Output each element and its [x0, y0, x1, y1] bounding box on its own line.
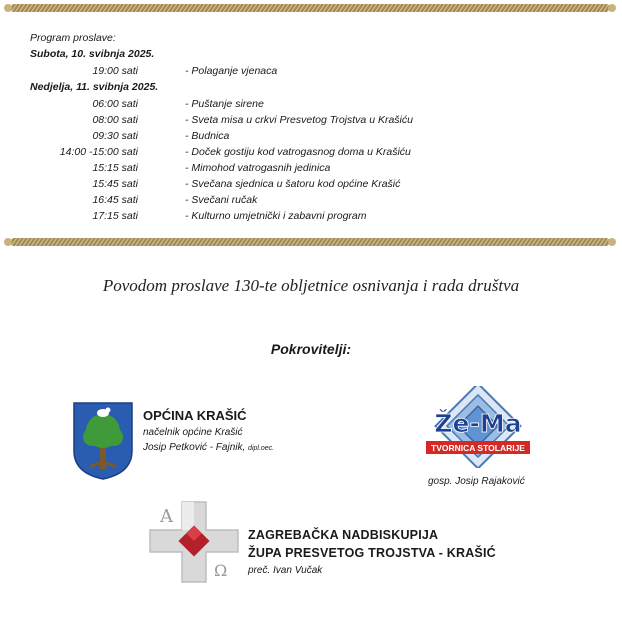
alpha-glyph: A	[160, 506, 173, 527]
schedule-time: 09:30 sati	[92, 130, 138, 142]
archdiocese-name: ZAGREBAČKA NADBISKUPIJA	[248, 528, 439, 542]
person-name: Josip Petković - Fajnik,	[143, 442, 246, 453]
schedule-event: - Doček gostiju kod vatrogasnog doma u Krašiću	[185, 146, 411, 158]
rope-border-middle	[4, 236, 616, 248]
schedule-time: 16:45 sati	[92, 194, 138, 206]
program-label: Program proslave:	[30, 32, 116, 44]
alpha-omega-cross-icon	[146, 500, 244, 584]
municipality-person	[143, 442, 274, 453]
person-title: dipl.oec.	[248, 445, 275, 452]
schedule-time: 14:00 -15:00 sati	[59, 146, 138, 158]
omega-glyph: Ω	[214, 561, 228, 580]
schedule-event: - Budnica	[185, 130, 230, 142]
parish-name: ŽUPA PRESVETOG TROJSTVA - KRAŠIĆ	[248, 546, 496, 560]
zema-logo-text: Že-Ma	[434, 409, 522, 438]
schedule-event: - Svečani ručak	[185, 194, 258, 206]
schedule-event: - Mimohod vatrogasnih jedinica	[185, 162, 331, 174]
occasion-text: Povodom proslave 130-te obljetnice osnivanja i rada društva	[102, 276, 520, 295]
schedule-time: 19:00 sati	[92, 65, 138, 77]
schedule-time: 08:00 sati	[92, 114, 138, 126]
schedule-time: 06:00 sati	[92, 98, 138, 110]
schedule-event: - Svečana sjednica u šatoru kod općine Krašić	[185, 178, 401, 190]
day-2-heading: Nedjelja, 11. svibnja 2025.	[30, 81, 159, 93]
municipality-coat-of-arms-icon	[72, 401, 134, 481]
schedule-time: 17:15 sati	[92, 210, 138, 222]
day-1-heading: Subota, 10. svibnja 2025.	[30, 48, 155, 60]
municipality-role: načelnik općine Krašić	[143, 427, 243, 438]
schedule-event: - Puštanje sirene	[185, 98, 264, 110]
zema-logo-subtitle: TVORNICA STOLARIJE	[431, 443, 525, 453]
schedule-event: - Polaganje vjenaca	[185, 65, 278, 77]
schedule-event: - Sveta misa u crkvi Presvetog Trojstva u Krašiću	[185, 114, 413, 126]
schedule-event: - Kulturno umjetnički i zabavni program	[185, 210, 367, 222]
parish-priest: preč. Ivan Vučak	[248, 565, 323, 576]
rope-border-top	[4, 2, 616, 14]
company-owner: gosp. Josip Rajaković	[428, 476, 525, 487]
zema-logo-icon	[422, 386, 534, 468]
schedule-time: 15:15 sati	[92, 162, 138, 174]
schedule-time: 15:45 sati	[92, 178, 138, 190]
sponsors-heading: Pokrovitelji:	[270, 341, 352, 357]
municipality-name: OPĆINA KRAŠIĆ	[143, 408, 247, 423]
